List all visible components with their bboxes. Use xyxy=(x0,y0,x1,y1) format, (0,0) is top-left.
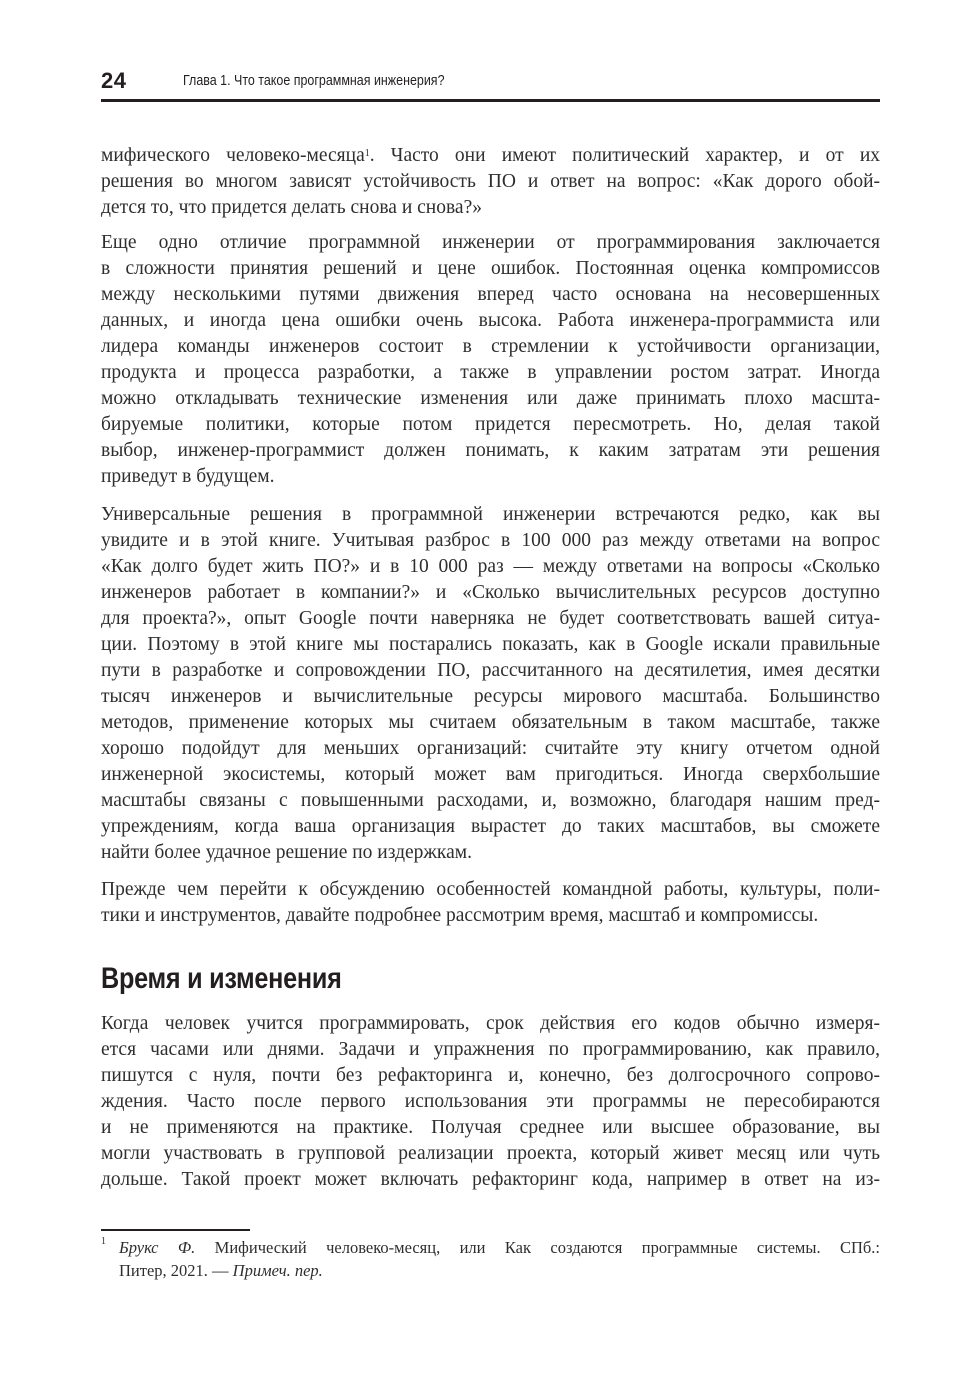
paragraph-1 xyxy=(101,143,880,221)
paragraph-4 xyxy=(101,877,880,929)
text-line: увидите и в этой книге. Учитывая разброс в 100 000 раз между ответами на вопрос xyxy=(101,530,880,551)
text-line: методов, применение которых мы считаем обязательным в таком масштабе, также xyxy=(101,712,880,733)
text-line: ждения. Часто после первого использования эти программы не пересобираются xyxy=(101,1091,880,1112)
text-line: продукта и процесса разработки, а также в управлении ростом затрат. Иногда xyxy=(101,362,880,383)
text-line: и не применяются на практике. Получая среднее или высшее образование, вы xyxy=(101,1117,880,1138)
text-line: хорошо подойдут для меньших организаций: считайте эту книгу отчетом одной xyxy=(101,738,880,759)
text-line: Когда человек учится программировать, срок действия его кодов обычно измеря- xyxy=(101,1013,880,1034)
footnote-author: Брукс Ф. xyxy=(119,1238,196,1257)
text-line: между несколькими путями движения вперед часто основана на несовершенных xyxy=(101,284,880,305)
footnote-rule xyxy=(101,1229,250,1231)
footnote-line: Питер, 2021. — Примеч. пер. xyxy=(119,1261,323,1280)
text-line: данных, и иногда цена ошибки очень высока. Работа инженера-программиста или xyxy=(101,310,880,331)
text-line: бируемые политики, которые потом придется пересмотреть. Но, делая такой xyxy=(101,414,880,435)
text-line: приведут в будущем. xyxy=(101,466,275,487)
text-line: масштабы связаны с повышенными расходами, и, возможно, благодаря нашим пред- xyxy=(101,790,880,811)
footnote-number: 1 xyxy=(101,1236,106,1247)
text-line: упреждениям, когда ваша организация вырастет до таких масштабов, вы сможете xyxy=(101,816,880,837)
text-line: «Как долго будет жить ПО?» и в 10 000 раз — между ответами на вопросы «Сколько xyxy=(101,556,880,577)
footnote-line: Брукс Ф. Мифический человеко-месяц, или Как создаются программные системы. СПб.: xyxy=(119,1238,880,1257)
text-line: Универсальные решения в программной инженерии встречаются редко, как вы xyxy=(101,504,880,525)
paragraph-3 xyxy=(101,502,880,866)
text-line: мифического человеко-месяца$^1$. Часто они имеют политический характер, и от их xyxy=(101,145,881,166)
text-line: решения во многом зависят устойчивость ПО и ответ на вопрос: «Как дорого обой- xyxy=(101,171,880,192)
text-line: ется часами или днями. Задачи и упражнения по программированию, как правило, xyxy=(101,1039,880,1060)
page-number: 24 xyxy=(101,68,127,93)
text-line: можно откладывать технические изменения или даже принимать плохо масшта- xyxy=(101,388,880,409)
text-line: лидера команды инженеров состоит в стремлении к устойчивости организации, xyxy=(101,336,880,357)
text-line: тысяч инженеров и вычислительные ресурсы мирового масштаба. Большинство xyxy=(101,686,880,707)
text-line: Еще одно отличие программной инженерии от программирования заключается xyxy=(101,232,880,253)
text-line: для проекта?», опыт Google почти наверняка не будет соответствовать вашей ситуа- xyxy=(101,608,880,629)
chapter-title: Глава 1. Что такое программная инженерия? xyxy=(183,73,445,89)
text-line: тики и инструментов, давайте подробнее рассмотрим время, масштаб и компромиссы. xyxy=(101,905,819,926)
text-line: инженеров работает в компании?» и «Сколько вычислительных ресурсов доступно xyxy=(101,582,880,603)
footnote-reference[interactable]: 1 xyxy=(364,148,370,159)
translator-note: Примеч. пер. xyxy=(232,1261,323,1280)
text-line: пишутся с нуля, почти без рефакторинга и, конечно, без долгосрочного сопрово- xyxy=(101,1065,880,1086)
paragraph-2 xyxy=(101,230,880,490)
text-line: ции. Поэтому в этой книге мы постарались показать, как в Google искали правильные xyxy=(101,634,880,655)
text-line: Прежде чем перейти к обсуждению особенностей командной работы, культуры, поли- xyxy=(101,879,880,900)
footnote xyxy=(101,1236,880,1282)
section-paragraph xyxy=(101,1011,880,1193)
text-line: инженерной экосистемы, который может вам пригодиться. Иногда сверхбольшие xyxy=(101,764,880,785)
section-heading: Время и изменения xyxy=(101,962,342,995)
text-line: дется то, что придется делать снова и снова?» xyxy=(101,197,482,218)
text-line: могли участвовать в групповой реализации проекта, который живет месяц или чуть xyxy=(101,1143,880,1164)
text-line: дольше. Такой проект может включать рефакторинг кода, например в ответ на из- xyxy=(101,1169,880,1190)
text-line: в сложности принятия решений и цене ошибок. Постоянная оценка компромиссов xyxy=(101,258,880,279)
text-line: пути в разработке и сопровождении ПО, рассчитанного на десятилетия, имея десятки xyxy=(101,660,880,681)
text-line: выбор, инженер-программист должен понимать, к каким затратам эти решения xyxy=(101,440,880,461)
text-line: найти более удачное решение по издержкам. xyxy=(101,842,472,863)
header-rule xyxy=(101,99,880,102)
